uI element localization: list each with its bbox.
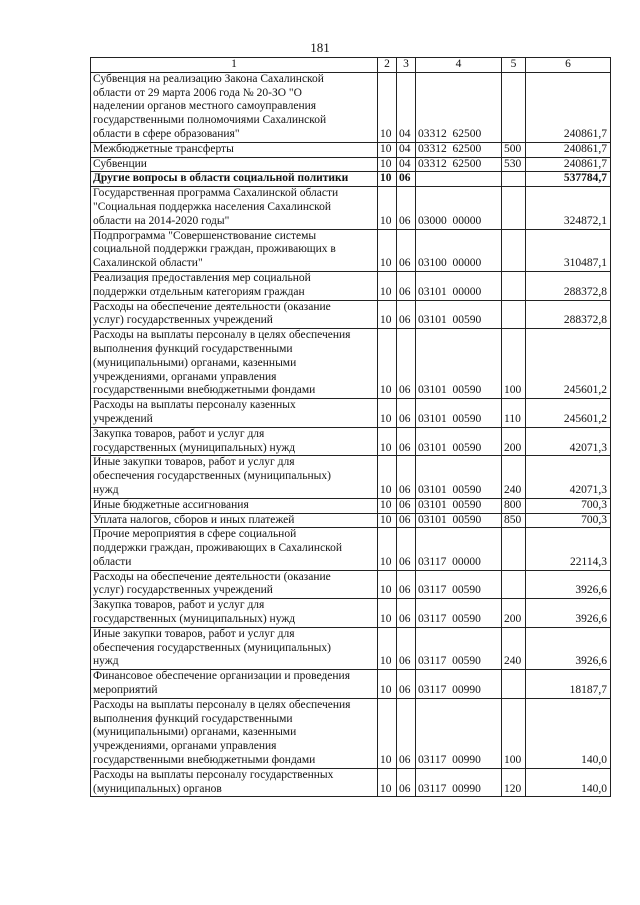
row-name: Расходы на выплаты персоналу казенных учреждений: [91, 399, 378, 428]
expense-type-code: [502, 72, 526, 142]
expense-type-code: [502, 528, 526, 570]
row-name: Уплата налогов, сборов и иных платежей: [91, 513, 378, 528]
section-code: 10: [378, 142, 397, 157]
subsection-code: 06: [397, 187, 416, 229]
expense-type-code: 240: [502, 456, 526, 498]
subsection-code: 06: [397, 271, 416, 300]
row-name: Закупка товаров, работ и услуг для государственных (муниципальных) нужд: [91, 599, 378, 628]
subsection-code: 06: [397, 768, 416, 797]
target-article-code: 03101 00590: [416, 427, 502, 456]
table-row: [91, 498, 611, 513]
subsection-code: 04: [397, 157, 416, 172]
subsection-code: 06: [397, 513, 416, 528]
table-row: [91, 456, 611, 498]
row-name: Субвенции: [91, 157, 378, 172]
column-header: 6: [526, 58, 611, 73]
section-code: 10: [378, 498, 397, 513]
amount: 3926,6: [526, 570, 611, 599]
section-code: 10: [378, 528, 397, 570]
page-number: 181: [310, 40, 330, 55]
expense-type-code: [502, 670, 526, 699]
table-row: [91, 627, 611, 669]
row-name: Расходы на выплаты персоналу в целях обеспечения выполнения функций государственными (муниципальными) органами, казенными учреждениями, органами управления государственными внебюджетными фондами: [91, 698, 378, 768]
target-article-code: 03117 00000: [416, 528, 502, 570]
subsection-code: 06: [397, 456, 416, 498]
amount: 240861,7: [526, 142, 611, 157]
table-row: [91, 528, 611, 570]
amount: 42071,3: [526, 456, 611, 498]
table-row: [91, 157, 611, 172]
section-code: 10: [378, 627, 397, 669]
amount: 140,0: [526, 698, 611, 768]
row-name: Иные закупки товаров, работ и услуг для обеспечения государственных (муниципальных) нужд: [91, 627, 378, 669]
target-article-code: 03312 62500: [416, 157, 502, 172]
expense-type-code: 100: [502, 698, 526, 768]
section-code: 10: [378, 72, 397, 142]
amount: 3926,6: [526, 599, 611, 628]
table-row: [91, 513, 611, 528]
column-header: 4: [416, 58, 502, 73]
subsection-code: 06: [397, 427, 416, 456]
amount: 245601,2: [526, 399, 611, 428]
table-row: [91, 142, 611, 157]
amount: 240861,7: [526, 72, 611, 142]
section-code: 10: [378, 157, 397, 172]
target-article-code: 03312 62500: [416, 142, 502, 157]
target-article-code: 03117 00990: [416, 768, 502, 797]
subsection-code: 06: [397, 172, 416, 187]
row-name: Субвенция на реализацию Закона Сахалинской области от 29 марта 2006 года № 20-ЗО "О наделении органов местного самоуправления государственными полномочиями Сахалинской области в сфере образования": [91, 72, 378, 142]
row-name: Закупка товаров, работ и услуг для государственных (муниципальных) нужд: [91, 427, 378, 456]
subsection-code: 04: [397, 72, 416, 142]
section-code: 10: [378, 187, 397, 229]
table-row: [91, 599, 611, 628]
expense-type-code: 200: [502, 599, 526, 628]
amount: 700,3: [526, 498, 611, 513]
subsection-code: 06: [397, 570, 416, 599]
row-name: Расходы на обеспечение деятельности (оказание услуг) государственных учреждений: [91, 570, 378, 599]
section-code: 10: [378, 570, 397, 599]
subsection-code: 06: [397, 599, 416, 628]
target-article-code: 03101 00590: [416, 498, 502, 513]
section-code: 10: [378, 427, 397, 456]
amount: 140,0: [526, 768, 611, 797]
column-header: 1: [91, 58, 378, 73]
subsection-code: 06: [397, 528, 416, 570]
amount: 18187,7: [526, 670, 611, 699]
table-row: [91, 187, 611, 229]
section-code: 10: [378, 271, 397, 300]
table-row: [91, 427, 611, 456]
subsection-code: 06: [397, 329, 416, 399]
table-row: [91, 172, 611, 187]
expense-type-code: [502, 570, 526, 599]
subsection-code: 06: [397, 300, 416, 329]
section-code: 10: [378, 399, 397, 428]
amount: 288372,8: [526, 271, 611, 300]
row-name: Государственная программа Сахалинской области "Социальная поддержка населения Сахалинской области на 2014-2020 годы": [91, 187, 378, 229]
expense-type-code: [502, 271, 526, 300]
row-name: Финансовое обеспечение организации и проведения мероприятий: [91, 670, 378, 699]
column-header: 3: [397, 58, 416, 73]
row-name: Иные бюджетные ассигнования: [91, 498, 378, 513]
row-name: Подпрограмма "Совершенствование системы социальной поддержки граждан, проживающих в Сахалинской области": [91, 229, 378, 271]
amount: 240861,7: [526, 157, 611, 172]
target-article-code: 03101 00590: [416, 300, 502, 329]
amount: 700,3: [526, 513, 611, 528]
expense-type-code: 800: [502, 498, 526, 513]
target-article-code: 03117 00590: [416, 627, 502, 669]
row-name: Другие вопросы в области социальной политики: [91, 172, 378, 187]
section-code: 10: [378, 329, 397, 399]
column-header: 5: [502, 58, 526, 73]
subsection-code: 06: [397, 670, 416, 699]
target-article-code: 03312 62500: [416, 72, 502, 142]
subsection-code: 06: [397, 229, 416, 271]
table-row: [91, 329, 611, 399]
target-article-code: 03117 00990: [416, 670, 502, 699]
budget-table: [90, 57, 611, 797]
section-code: 10: [378, 456, 397, 498]
expense-type-code: 100: [502, 329, 526, 399]
expense-type-code: [502, 300, 526, 329]
expense-type-code: [502, 187, 526, 229]
section-code: 10: [378, 300, 397, 329]
column-header: 2: [378, 58, 397, 73]
target-article-code: [416, 172, 502, 187]
row-name: Расходы на выплаты персоналу в целях обеспечения выполнения функций государственными (муниципальными) органами, казенными учреждениями, органами управления государственными внебюджетными фондами: [91, 329, 378, 399]
target-article-code: 03117 00990: [416, 698, 502, 768]
row-name: Расходы на обеспечение деятельности (оказание услуг) государственных учреждений: [91, 300, 378, 329]
table-row: [91, 271, 611, 300]
expense-type-code: 500: [502, 142, 526, 157]
row-name: Реализация предоставления мер социальной поддержки отдельным категориям граждан: [91, 271, 378, 300]
amount: 310487,1: [526, 229, 611, 271]
table-row: [91, 300, 611, 329]
amount: 22114,3: [526, 528, 611, 570]
section-code: 10: [378, 698, 397, 768]
target-article-code: 03100 00000: [416, 229, 502, 271]
table-row: [91, 670, 611, 699]
expense-type-code: 200: [502, 427, 526, 456]
header-row: [91, 58, 611, 73]
expense-type-code: 850: [502, 513, 526, 528]
row-name: Расходы на выплаты персоналу государственных (муниципальных) органов: [91, 768, 378, 797]
section-code: 10: [378, 513, 397, 528]
amount: 537784,7: [526, 172, 611, 187]
target-article-code: 03117 00590: [416, 570, 502, 599]
section-code: 10: [378, 670, 397, 699]
section-code: 10: [378, 768, 397, 797]
amount: 324872,1: [526, 187, 611, 229]
section-code: 10: [378, 229, 397, 271]
amount: 3926,6: [526, 627, 611, 669]
subsection-code: 04: [397, 142, 416, 157]
target-article-code: 03000 00000: [416, 187, 502, 229]
subsection-code: 06: [397, 399, 416, 428]
table-row: [91, 570, 611, 599]
table-row: [91, 399, 611, 428]
expense-type-code: [502, 229, 526, 271]
amount: 288372,8: [526, 300, 611, 329]
target-article-code: 03101 00590: [416, 329, 502, 399]
subsection-code: 06: [397, 498, 416, 513]
table-row: [91, 768, 611, 797]
table-row: [91, 229, 611, 271]
subsection-code: 06: [397, 698, 416, 768]
target-article-code: 03101 00590: [416, 399, 502, 428]
expense-type-code: 110: [502, 399, 526, 428]
section-code: 10: [378, 599, 397, 628]
target-article-code: 03101 00000: [416, 271, 502, 300]
expense-type-code: [502, 172, 526, 187]
subsection-code: 06: [397, 627, 416, 669]
expense-type-code: 530: [502, 157, 526, 172]
section-code: 10: [378, 172, 397, 187]
row-name: Прочие мероприятия в сфере социальной поддержки граждан, проживающих в Сахалинской области: [91, 528, 378, 570]
table-row: [91, 72, 611, 142]
expense-type-code: 120: [502, 768, 526, 797]
target-article-code: 03101 00590: [416, 456, 502, 498]
target-article-code: 03101 00590: [416, 513, 502, 528]
amount: 245601,2: [526, 329, 611, 399]
row-name: Иные закупки товаров, работ и услуг для обеспечения государственных (муниципальных) нужд: [91, 456, 378, 498]
row-name: Межбюджетные трансферты: [91, 142, 378, 157]
expense-type-code: 240: [502, 627, 526, 669]
table-row: [91, 698, 611, 768]
target-article-code: 03117 00590: [416, 599, 502, 628]
amount: 42071,3: [526, 427, 611, 456]
